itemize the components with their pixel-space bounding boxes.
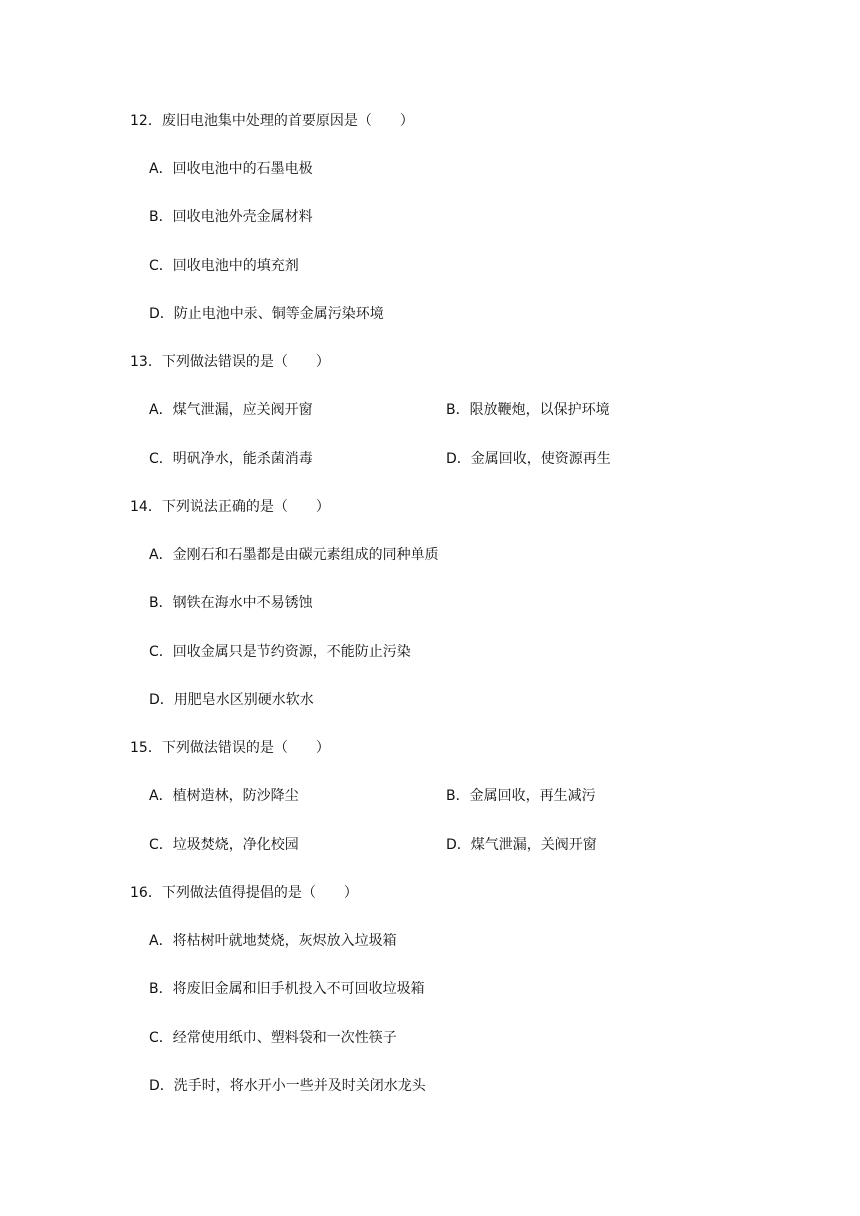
question-12-stem: 12．废旧电池集中处理的首要原因是（ ） (130, 113, 414, 129)
question-14-stem: 14．下列说法正确的是（ ） (130, 499, 330, 515)
question-12-option-a: A．回收电池中的石墨电极 (149, 161, 313, 177)
question-15-option-d: D．煤气泄漏，关阀开窗 (446, 837, 597, 853)
question-16-option-a: A．将枯树叶就地焚烧，灰烬放入垃圾箱 (149, 933, 397, 949)
question-13-stem: 13．下列做法错误的是（ ） (130, 354, 330, 370)
question-16-option-c: C．经常使用纸巾、塑料袋和一次性筷子 (149, 1030, 397, 1046)
question-15-option-b: B．金属回收，再生减污 (446, 788, 596, 804)
question-14-option-d: D．用肥皂水区别硬水软水 (149, 692, 314, 708)
question-13-option-b: B．限放鞭炮，以保护环境 (446, 402, 610, 418)
question-15-stem: 15．下列做法错误的是（ ） (130, 740, 330, 756)
question-16-stem: 16．下列做法值得提倡的是（ ） (130, 885, 358, 901)
question-12-option-c: C．回收电池中的填充剂 (149, 258, 299, 274)
question-13-option-c: C．明矾净水，能杀菌消毒 (149, 451, 313, 467)
question-14-option-b: B．钢铁在海水中不易锈蚀 (149, 595, 313, 611)
question-12-option-b: B．回收电池外壳金属材料 (149, 209, 313, 225)
question-16-option-b: B．将废旧金属和旧手机投入不可回收垃圾箱 (149, 981, 425, 997)
question-12-option-d: D．防止电池中汞、铜等金属污染环境 (149, 306, 384, 322)
question-13-option-d: D．金属回收，使资源再生 (446, 451, 611, 467)
question-13-option-a: A．煤气泄漏，应关阀开窗 (149, 402, 313, 418)
question-16-option-d: D．洗手时，将水开小一些并及时关闭水龙头 (149, 1078, 426, 1094)
question-14-option-c: C．回收金属只是节约资源，不能防止污染 (149, 644, 411, 660)
question-15-option-a: A．植树造林，防沙降尘 (149, 788, 299, 804)
question-15-option-c: C．垃圾焚烧，净化校园 (149, 837, 299, 853)
question-14-option-a: A．金刚石和石墨都是由碳元素组成的同种单质 (149, 547, 439, 563)
